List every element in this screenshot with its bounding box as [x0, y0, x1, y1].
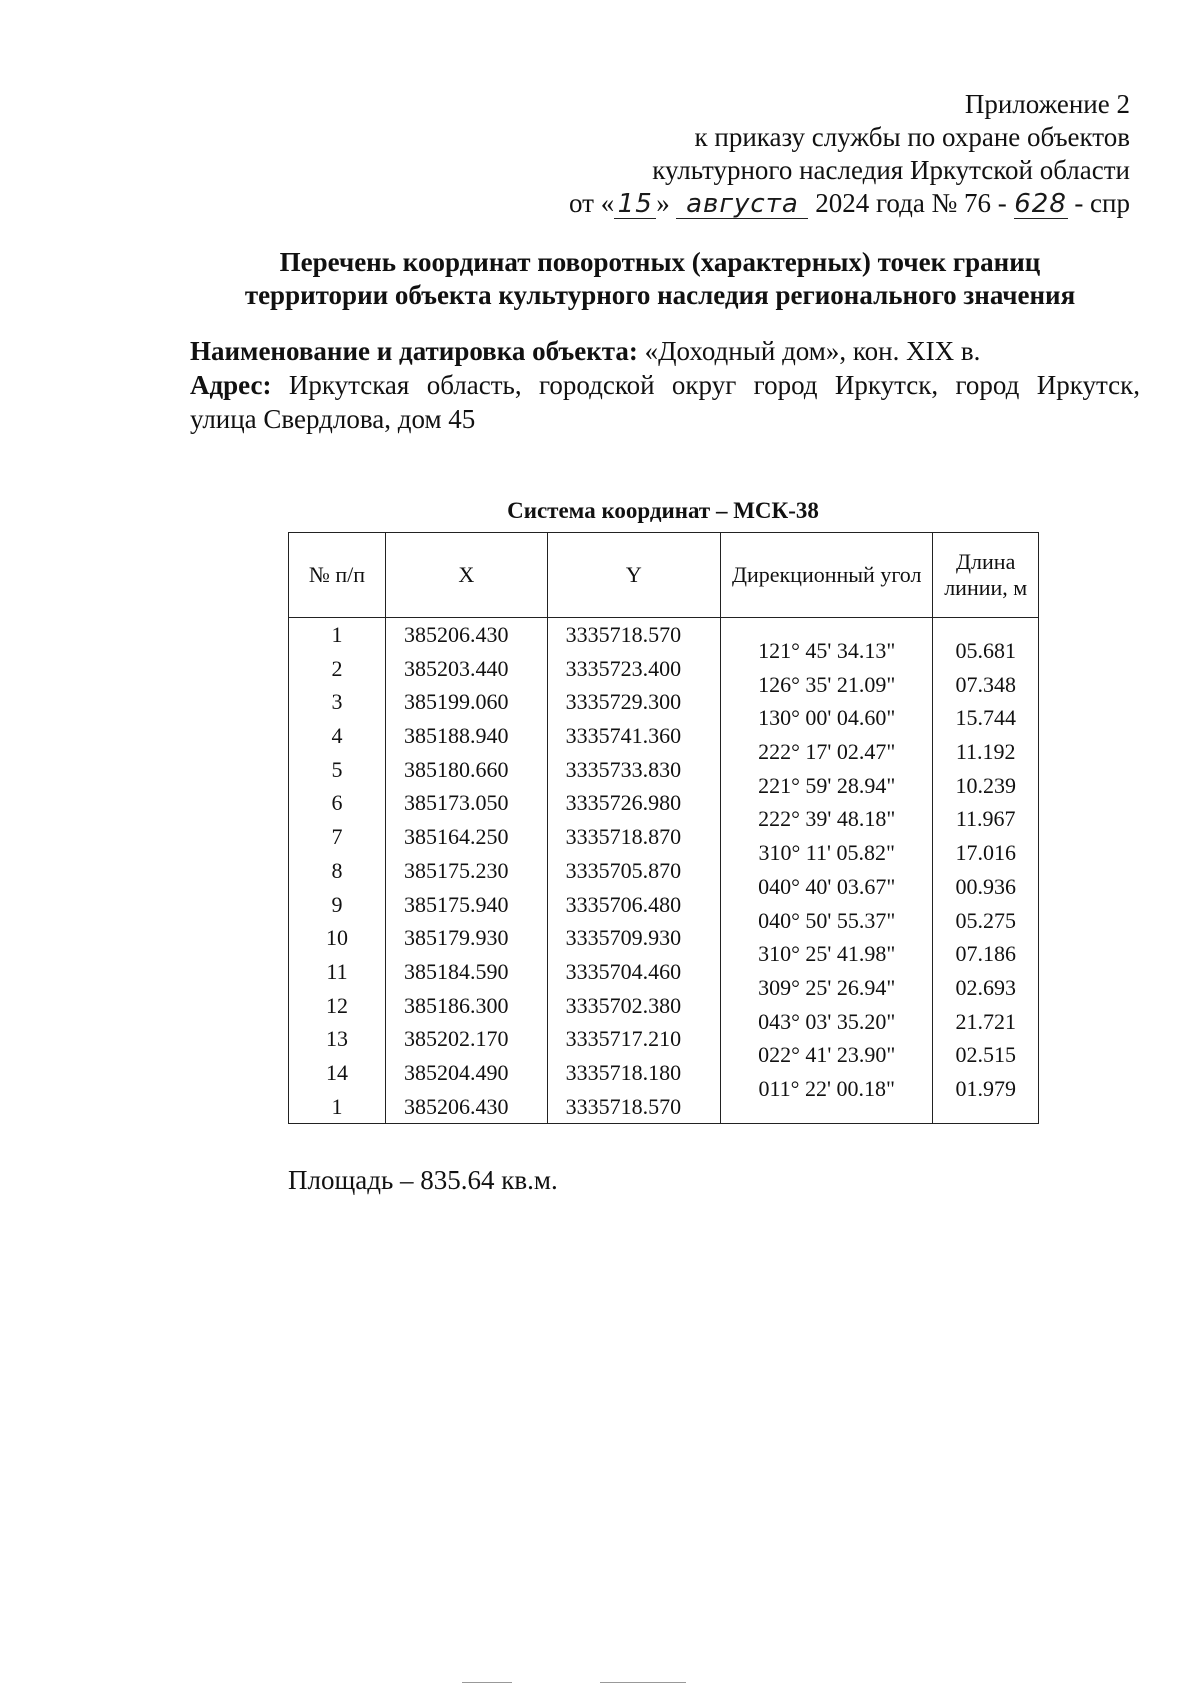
header-angle: Дирекционный угол: [721, 533, 933, 618]
point-x: 385203.440: [404, 655, 509, 681]
header-y: Y: [547, 533, 720, 618]
length-list: [933, 634, 1038, 1106]
object-address-label: Адрес:: [190, 370, 272, 400]
point-number: 9: [331, 891, 343, 917]
point-y: 3335733.830: [565, 756, 682, 782]
y-list: [548, 618, 720, 1123]
appendix-header: [430, 88, 1130, 220]
point-number: 1: [331, 1093, 343, 1119]
point-number: 6: [331, 790, 343, 816]
segment-length: 02.693: [955, 974, 1016, 1000]
num-column: [289, 618, 386, 1124]
segment-length: 05.275: [955, 907, 1016, 933]
point-x: 385186.300: [404, 992, 509, 1018]
point-number: 3: [331, 689, 343, 715]
x-column: [386, 618, 548, 1124]
segment-length: 10.239: [955, 772, 1016, 798]
table-header-row: [289, 533, 1039, 618]
order-mid: »: [656, 188, 670, 218]
y-column: [547, 618, 720, 1124]
object-name-row: [190, 334, 1140, 368]
segment-angle: 022° 41' 23.90": [758, 1042, 896, 1068]
segment-length: 00.936: [955, 873, 1016, 899]
segment-angle: 221° 59' 28.94": [758, 772, 896, 798]
segment-angle: 011° 22' 00.18": [758, 1075, 895, 1101]
segment-angle: 310° 11' 05.82": [758, 840, 895, 866]
header-length: Длина линии, м: [933, 533, 1039, 618]
point-number: 14: [326, 1059, 348, 1085]
point-y: 3335718.570: [565, 622, 682, 647]
point-x: 385206.430: [404, 622, 509, 647]
length-column: [933, 618, 1039, 1124]
angle-list: [721, 634, 932, 1106]
order-prefix: от «: [569, 188, 615, 218]
segment-length: 15.744: [955, 705, 1016, 731]
order-day-handwritten: 15: [617, 189, 653, 219]
scan-artifact: [462, 1682, 512, 1683]
object-name-value: «Доходный дом», кон. XIX в.: [644, 336, 981, 366]
point-y: 3335723.400: [565, 655, 682, 681]
coordinates-table: [288, 532, 1039, 1124]
title-line-2: территории объекта культурного наследия регионального значения: [244, 280, 1076, 310]
point-y: 3335706.480: [565, 891, 682, 917]
header-x: X: [386, 533, 548, 618]
title-line-1: Перечень координат поворотных (характерных) точек границ: [279, 247, 1041, 277]
header-num: № п/п: [289, 533, 386, 618]
segment-length: 17.016: [955, 840, 1016, 866]
point-y: 3335702.380: [565, 992, 682, 1018]
appendix-title: Приложение 2: [964, 89, 1130, 119]
segment-length: 07.186: [955, 941, 1016, 967]
segment-angle: 040° 50' 55.37": [758, 907, 896, 933]
point-number: 13: [326, 1026, 348, 1052]
point-x: 385175.230: [404, 857, 509, 883]
point-x: 385184.590: [404, 958, 509, 984]
segment-length: 11.192: [955, 739, 1016, 765]
order-month-field: [676, 189, 808, 219]
segment-angle: 222° 39' 48.18": [758, 806, 896, 832]
segment-angle: 310° 25' 41.98": [758, 941, 896, 967]
x-list: [386, 618, 547, 1123]
appendix-authority: культурного наследия Иркутской области: [652, 155, 1130, 185]
point-y: 3335704.460: [565, 958, 682, 984]
order-number-field: [1014, 189, 1068, 219]
point-number: 8: [331, 857, 343, 883]
object-name-label: Наименование и датировка объекта:: [190, 336, 638, 366]
table-caption: Система координат – МСК-38: [507, 498, 819, 523]
segment-angle: 130° 00' 04.60": [758, 705, 896, 731]
point-y: 3335726.980: [565, 790, 682, 816]
point-number: 4: [331, 723, 343, 749]
point-y: 3335718.570: [565, 1093, 682, 1119]
point-number: 2: [331, 655, 343, 681]
point-y: 3335718.870: [565, 824, 682, 850]
area-text: Площадь – 835.64 кв.м.: [288, 1165, 558, 1195]
segment-length: 01.979: [955, 1075, 1016, 1101]
order-month-handwritten: августа: [686, 189, 799, 219]
segment-angle: 309° 25' 26.94": [758, 974, 896, 1000]
document-title: [160, 246, 1160, 312]
point-x: 385206.430: [404, 1093, 509, 1119]
angle-column: [721, 618, 933, 1124]
appendix-order-ref: к приказу службы по охране объектов: [694, 122, 1130, 152]
segment-length: 02.515: [955, 1042, 1016, 1068]
segment-angle: 040° 40' 03.67": [758, 873, 896, 899]
point-number: 10: [326, 925, 348, 951]
segment-length: 07.348: [955, 671, 1016, 697]
point-y: 3335741.360: [565, 723, 682, 749]
point-y: 3335709.930: [565, 925, 682, 951]
order-suffix: - спр: [1074, 188, 1130, 218]
segment-angle: 043° 03' 35.20": [758, 1008, 896, 1034]
segment-angle: 126° 35' 21.09": [758, 671, 896, 697]
segment-angle: 121° 45' 34.13": [758, 638, 896, 663]
segment-length: 05.681: [955, 638, 1016, 663]
point-x: 385199.060: [404, 689, 509, 715]
point-y: 3335717.210: [565, 1026, 682, 1052]
point-x: 385188.940: [404, 723, 509, 749]
segment-angle: 222° 17' 02.47": [758, 739, 896, 765]
segment-length: 11.967: [955, 806, 1016, 832]
object-address-value-1: Иркутская область, городской округ город Иркутск, город Иркутск,: [288, 370, 1141, 400]
point-x: 385164.250: [404, 824, 509, 850]
point-x: 385175.940: [404, 891, 509, 917]
point-y: 3335705.870: [565, 857, 682, 883]
object-info: [190, 334, 1140, 436]
point-x: 385202.170: [404, 1026, 509, 1052]
num-list: [289, 618, 385, 1123]
point-number: 12: [326, 992, 348, 1018]
point-x: 385204.490: [404, 1059, 509, 1085]
point-number: 5: [331, 756, 343, 782]
point-number: 7: [331, 824, 343, 850]
point-number: 11: [326, 958, 348, 984]
table-body-row: [289, 618, 1039, 1124]
object-address-row-2: улица Свердлова, дом 45: [190, 404, 476, 434]
order-year-text: 2024 года № 76 -: [815, 188, 1007, 218]
point-x: 385179.930: [404, 925, 509, 951]
object-address-row: [190, 368, 1140, 402]
scan-artifact: [600, 1682, 686, 1683]
point-x: 385173.050: [404, 790, 509, 816]
order-day-field: [614, 189, 656, 219]
point-y: 3335729.300: [565, 689, 682, 715]
point-x: 385180.660: [404, 756, 509, 782]
segment-length: 21.721: [955, 1008, 1016, 1034]
order-number-handwritten: 628: [1014, 189, 1067, 219]
point-y: 3335718.180: [565, 1059, 682, 1085]
point-number: 1: [331, 622, 343, 647]
order-date-line: [430, 187, 1130, 220]
